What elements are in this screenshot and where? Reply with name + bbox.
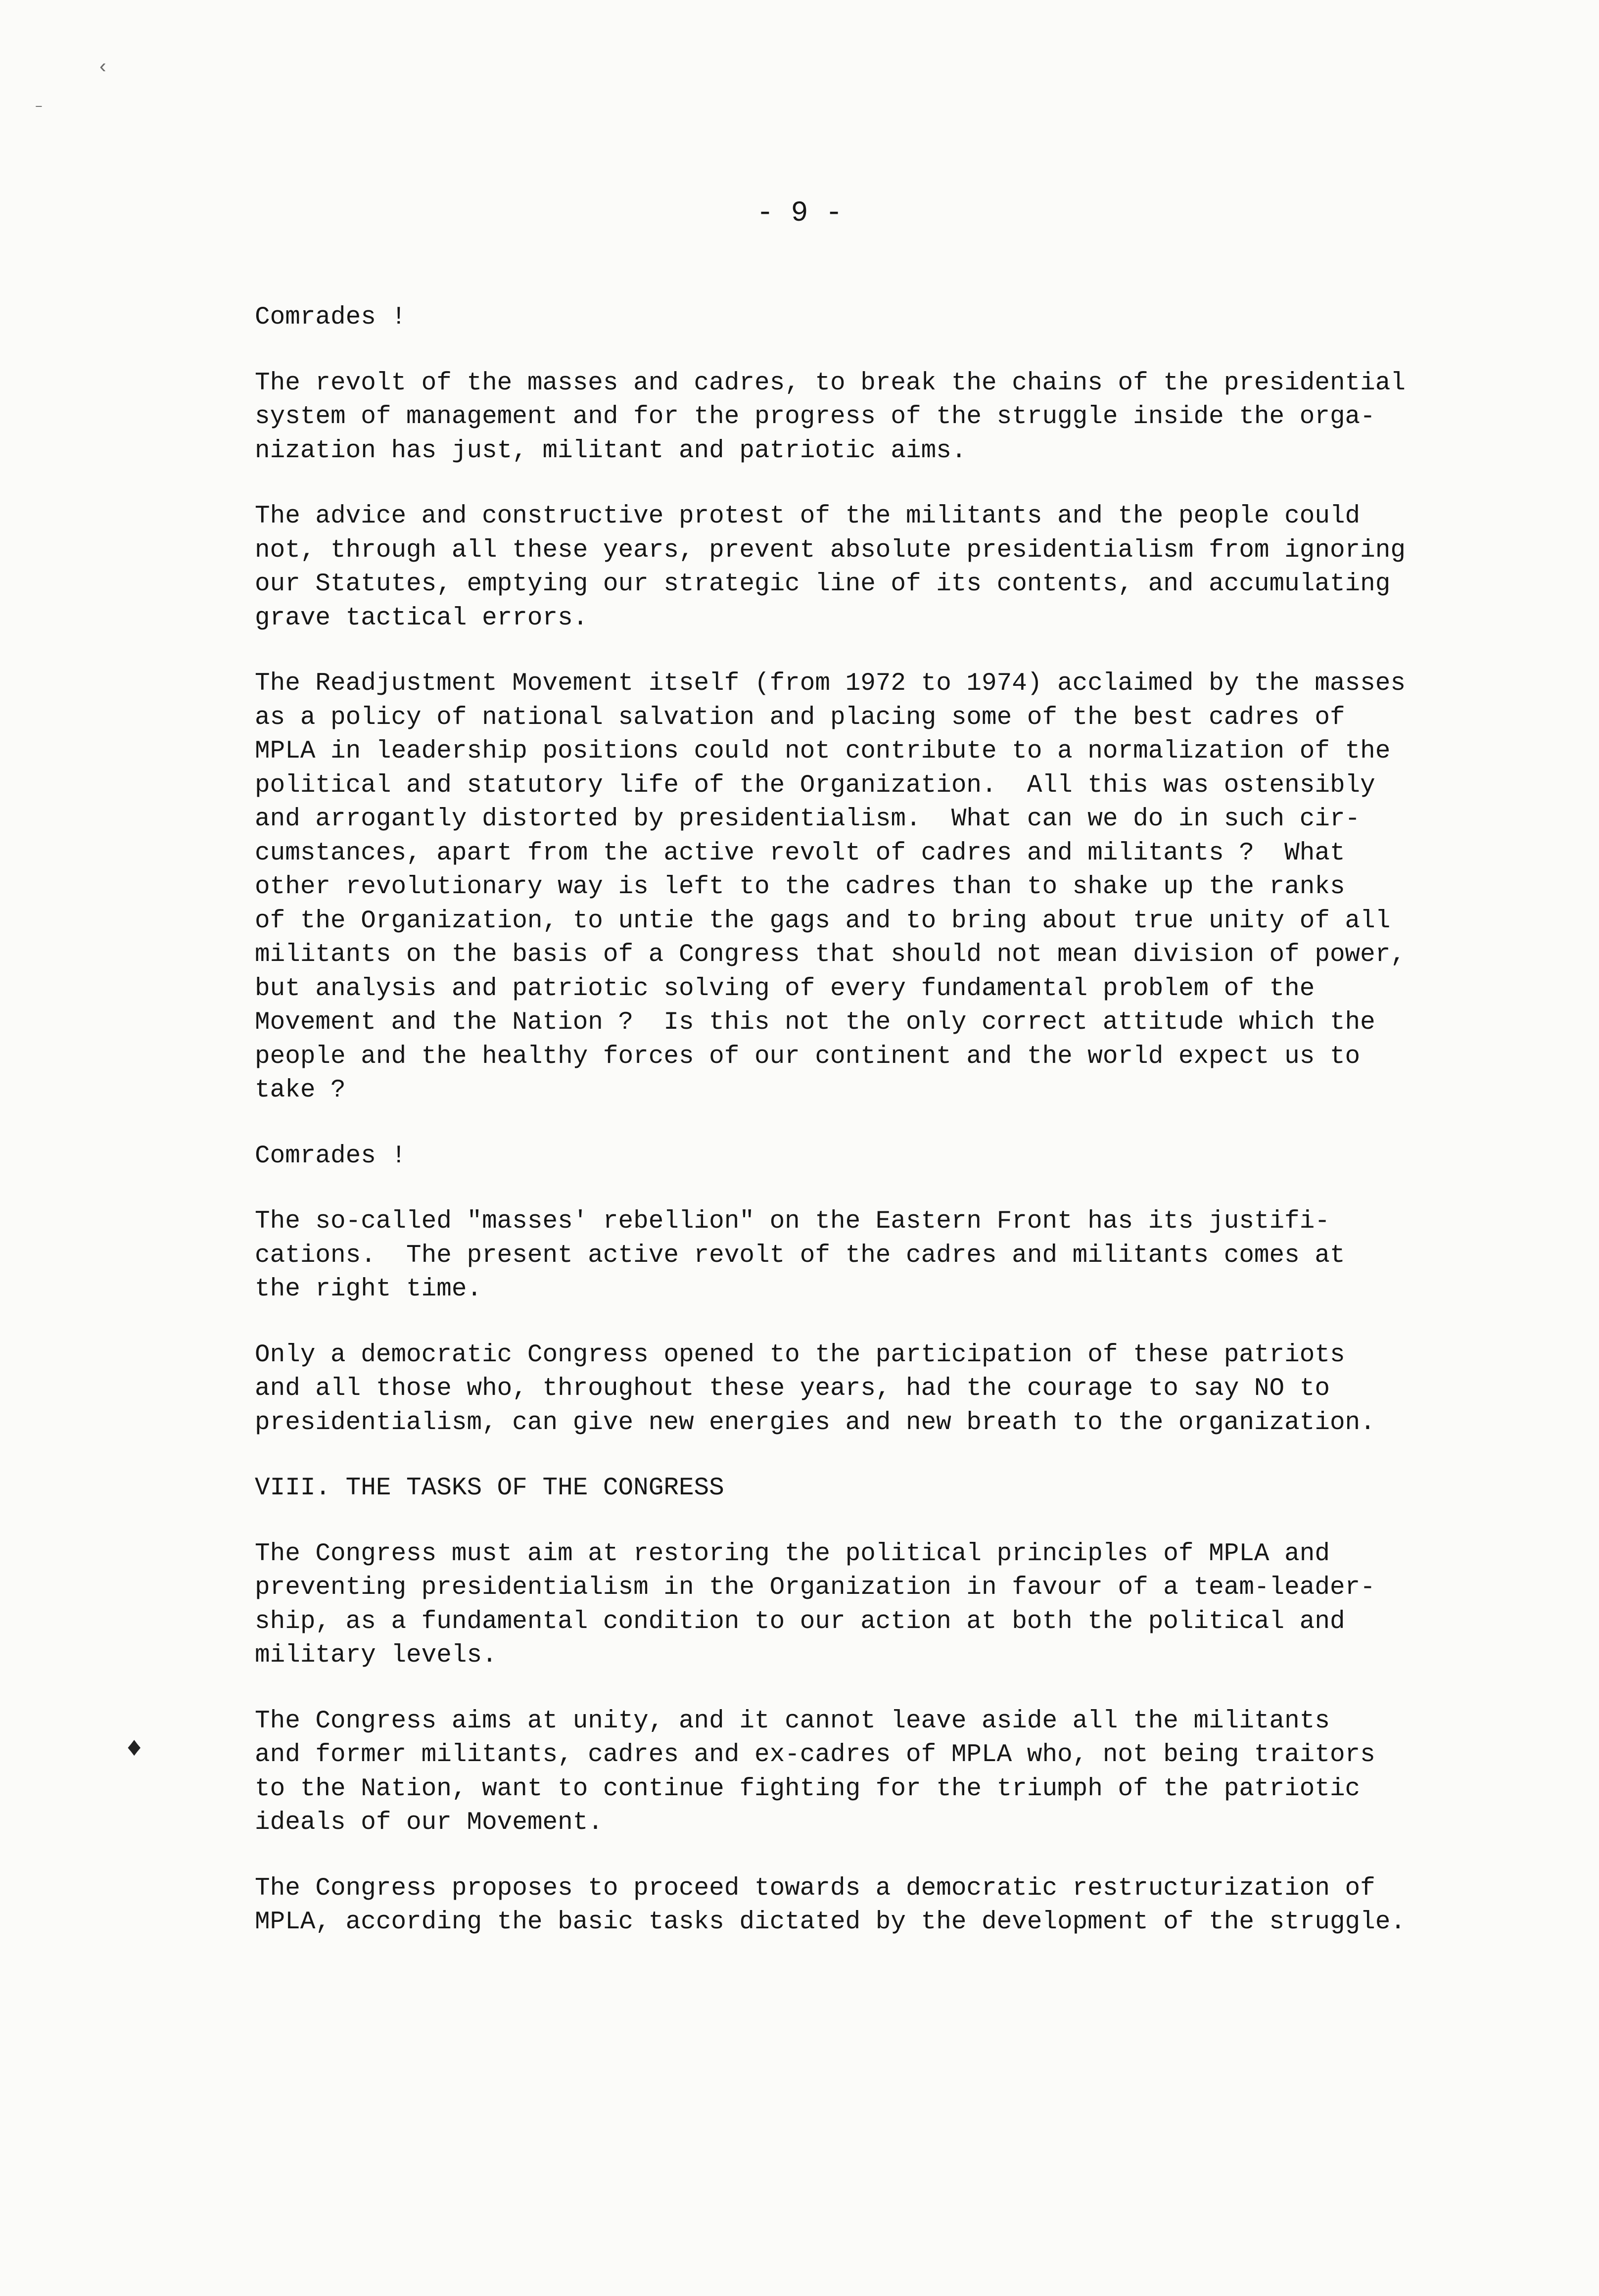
scan-mark: – [35,99,43,114]
paragraph: The Congress aims at unity, and it cannot leave aside all the militants and former militants, cadres and ex-cadres of MPLA who, not being traitors to the Nation, want to continue fighting for the triumph of the patriotic ideals of our Movement. [255,1707,1375,1837]
paragraph: The Congress proposes to proceed towards a democratic restructurization of MPLA, according the basic tasks dictated by the development of the struggle. [255,1874,1406,1936]
salutation: Comrades ! [255,303,407,332]
salutation: Comrades ! [255,1142,407,1170]
document-body [255,301,1521,1971]
paragraph: The so-called "masses' rebellion" on the Eastern Front has its justifi- cations. The present active revolt of the cadres and militants comes at the right time. [255,1207,1345,1303]
section-heading: VIII. THE TASKS OF THE CONGRESS [255,1474,724,1502]
scan-mark: ‹ [97,57,109,79]
paragraph: The advice and constructive protest of the militants and the people could not, through all these years, prevent absolute presidentialism from ignoring our Statutes, emptying our strategic line of its contents, and accumulating grave tactical errors. [255,502,1406,632]
paragraph: The Congress must aim at restoring the political principles of MPLA and preventing presidentialism in the Organization in favour of a team-leader- ship, as a fundamental condition to our action at both the political and military levels. [255,1539,1375,1670]
page-number: - 9 - [756,197,843,230]
scan-mark: ♦ [126,1734,142,1764]
paragraph: The Readjustment Movement itself (from 1972 to 1974) acclaimed by the masses as a policy of national salvation and placing some of the best cadres of MPLA in leadership positions could not contribute to a normalization of the political and statutory life of the Organization. All this was ostensibly and arrogantly distorted by presidentialism. What can we do in such cir- cumstances, apart from the active revolt of cadres and militants ? What other revolutionary way is left to the cadres than to shake up the ranks of the Organization, to untie the gags and to bring about true unity of all militants on the basis of a Congress that should not mean division of power, but analysis and patriotic solving of every fundamental problem of the Movement and the Nation ? Is this not the only correct attitude which the people and the healthy forces of our continent and the world expect us to take ? [255,670,1406,1104]
paragraph: The revolt of the masses and cadres, to break the chains of the presidential system of management and for the progress of the struggle inside the orga- nization has just, militant and patriotic aims. [255,369,1406,465]
paragraph: Only a democratic Congress opened to the participation of these patriots and all those who, throughout these years, had the courage to say NO to presidentialism, can give new energies and new breath to the organization. [255,1340,1375,1437]
